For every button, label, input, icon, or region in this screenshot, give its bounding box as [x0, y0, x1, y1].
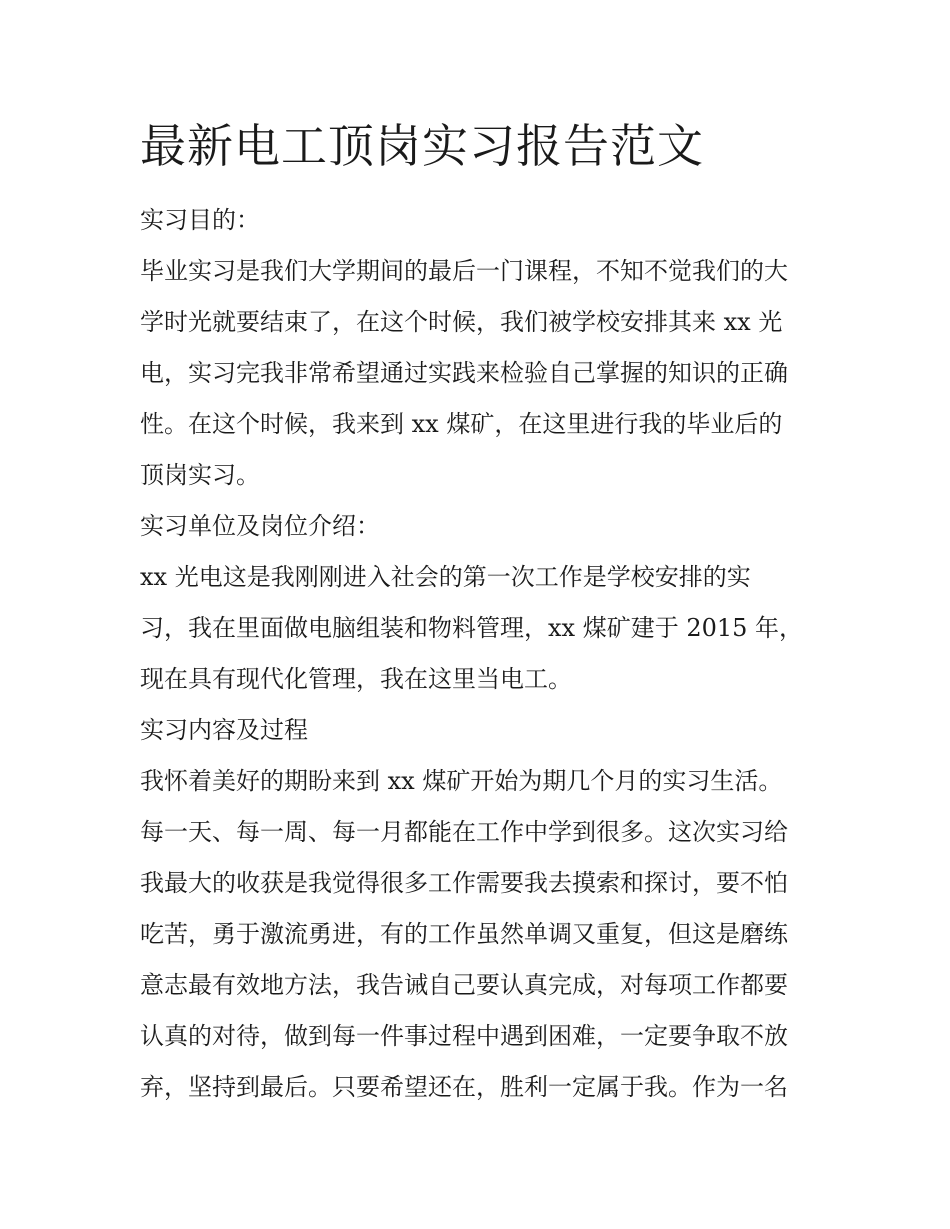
document-title: 最新电工顶岗实习报告范文 — [140, 119, 704, 173]
paragraph-line: 顶岗实习。 — [140, 461, 260, 489]
paragraph-line: 认真的对待，做到每一件事过程中遇到困难，一定要争取不放 — [140, 1022, 788, 1050]
paragraph-line: 弃，坚持到最后。只要希望还在，胜利一定属于我。作为一名 — [140, 1073, 788, 1101]
paragraph-line: 意志最有效地方法，我告诫自己要认真完成，对每项工作都要 — [140, 971, 788, 999]
paragraph-line: 每一天、每一周、每一月都能在工作中学到很多。这次实习给 — [140, 818, 788, 846]
paragraph-line: 我最大的收获是我觉得很多工作需要我去摸索和探讨，要不怕 — [140, 869, 788, 897]
document-body — [140, 195, 820, 1113]
paragraph-line: xx 光电这是我刚刚进入社会的第一次工作是学校安排的实 — [140, 563, 751, 591]
paragraph-line: 学时光就要结束了，在这个时候，我们被学校安排其来 xx 光 — [140, 308, 783, 336]
paragraph-line: 毕业实习是我们大学期间的最后一门课程，不知不觉我们的大 — [140, 257, 788, 285]
section-heading-unit: 实习单位及岗位介绍： — [140, 512, 380, 540]
paragraph-line: 吃苦，勇于激流勇进，有的工作虽然单调又重复，但这是磨练 — [140, 920, 788, 948]
section-heading-purpose: 实习目的： — [140, 206, 260, 234]
paragraph-line: 电，实习完我非常希望通过实践来检验自己掌握的知识的正确 — [140, 359, 788, 387]
paragraph-line: 我怀着美好的期盼来到 xx 煤矿开始为期几个月的实习生活。 — [140, 767, 783, 795]
paragraph-line: 性。在这个时候，我来到 xx 煤矿，在这里进行我的毕业后的 — [140, 410, 783, 438]
paragraph-line: 习，我在里面做电脑组装和物料管理，xx 煤矿建于 2015 年， — [140, 614, 804, 642]
section-heading-content: 实习内容及过程 — [140, 716, 308, 744]
paragraph-line: 现在具有现代化管理，我在这里当电工。 — [140, 665, 572, 693]
